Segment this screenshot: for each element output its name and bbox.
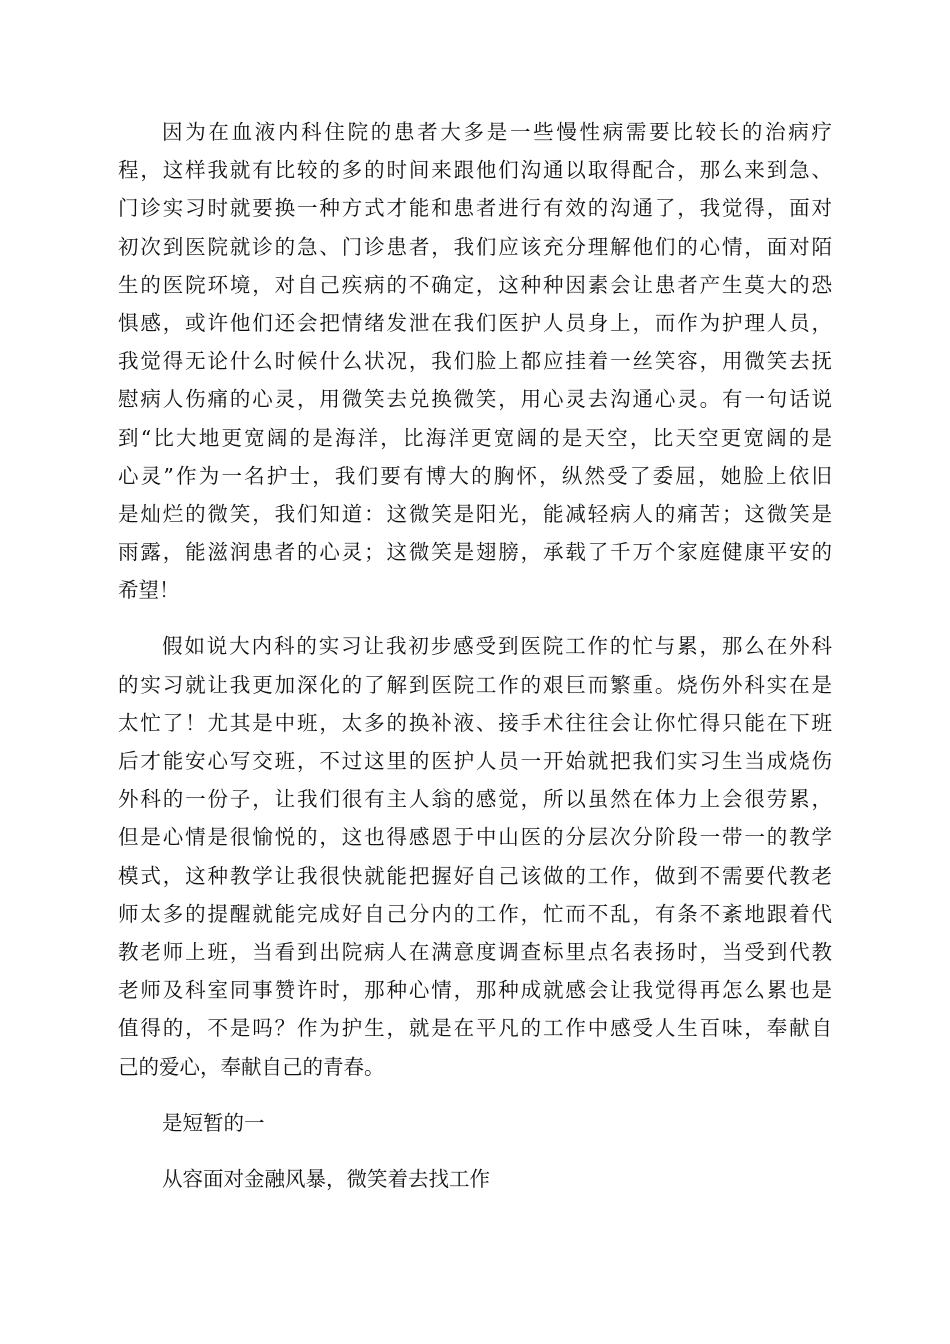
paragraph-line: 希望！ xyxy=(118,578,180,603)
paragraph-line: 太忙了！尤其是中班，太多的换补液、接手术往往会让你忙得只能在下班 xyxy=(118,710,832,735)
paragraph-line: 慰病人伤痛的心灵，用微笑去兑换微笑，用心灵去沟通心灵。有一句话说 xyxy=(118,387,832,412)
paragraph-line: 但是心情是很愉悦的，这也得感恩于中山医的分层次分阶段一带一的教学 xyxy=(118,825,832,850)
paragraph-spacer xyxy=(118,1086,832,1104)
paragraph-line: 老师及科室同事赞许时，那种心情，那种成就感会让我觉得再怎么累也是 xyxy=(118,978,832,1003)
paragraph-line: 心灵”作为一名护士，我们要有博大的胸怀，纵然受了委屈，她脸上依旧 xyxy=(118,463,832,488)
paragraph-line: 门诊实习时就要换一种方式才能和患者进行有效的沟通了，我觉得，面对 xyxy=(118,196,832,221)
paragraph-line: 己的爱心，奉献自己的青春。 xyxy=(118,1054,385,1079)
paragraph-line: 后才能安心写交班，不过这里的医护人员一开始就把我们实习生当成烧伤 xyxy=(118,749,832,773)
paragraph-line: 生的医院环境，对自己疾病的不确定，这种种因素会让患者产生莫大的恐 xyxy=(118,272,832,297)
paragraph-line: 因为在血液内科住院的患者大多是一些慢性病需要比较长的治病疗 xyxy=(162,120,832,144)
paragraph-line: 初次到医院就诊的急、门诊患者，我们应该充分理解他们的心情，面对陌 xyxy=(118,234,832,259)
paragraph-line: 到“比大地更宽阔的是海洋，比海洋更宽阔的是天空，比天空更宽阔的是 xyxy=(118,425,832,450)
paragraph-line: 的实习就让我更加深化的了解到医院工作的艰巨而繁重。烧伤外科实在是 xyxy=(118,672,832,697)
paragraph-line: 是灿烂的微笑，我们知道：这微笑是阳光，能减轻病人的痛苦；这微笑是 xyxy=(118,501,832,526)
paragraph-spacer xyxy=(118,1142,832,1160)
paragraph-4: 从容面对金融风暴，微笑着去找工作 xyxy=(162,1166,490,1191)
paragraph-line: 程，这样我就有比较的多的时间来跟他们沟通以取得配合，那么来到急、 xyxy=(118,158,832,183)
paragraph-line: 外科的一份子，让我们很有主人翁的感觉，所以虽然在体力上会很劳累， xyxy=(118,787,832,812)
paragraph-line: 教老师上班，当看到出院病人在满意度调查标里点名表扬时，当受到代教 xyxy=(118,939,832,964)
paragraph-line: 模式，这种教学让我很快就能把握好自己该做的工作，做到不需要代教老 xyxy=(118,863,832,888)
paragraph-line: 雨露，能滋润患者的心灵；这微笑是翅膀，承载了千万个家庭健康平安的 xyxy=(118,540,832,565)
paragraph-2 xyxy=(118,627,832,1085)
paragraph-3: 是短暂的一 xyxy=(162,1110,265,1135)
paragraph-line: 假如说大内科的实习让我初步感受到医院工作的忙与累，那么在外科 xyxy=(162,634,832,659)
paragraph-line: 师太多的提醒就能完成好自己分内的工作，忙而不乱，有条不紊地跟着代 xyxy=(118,901,832,926)
paragraph-line: 值得的，不是吗？作为护生，就是在平凡的工作中感受人生百味，奉献自 xyxy=(118,1016,832,1041)
paragraph-line: 我觉得无论什么时候什么状况，我们脸上都应挂着一丝笑容，用微笑去抚 xyxy=(118,349,832,374)
document-page xyxy=(118,113,832,1198)
paragraph-spacer xyxy=(118,609,832,627)
paragraph-1 xyxy=(118,113,832,609)
paragraph-line: 惧感，或许他们还会把情绪发泄在我们医护人员身上，而作为护理人员， xyxy=(118,310,832,335)
